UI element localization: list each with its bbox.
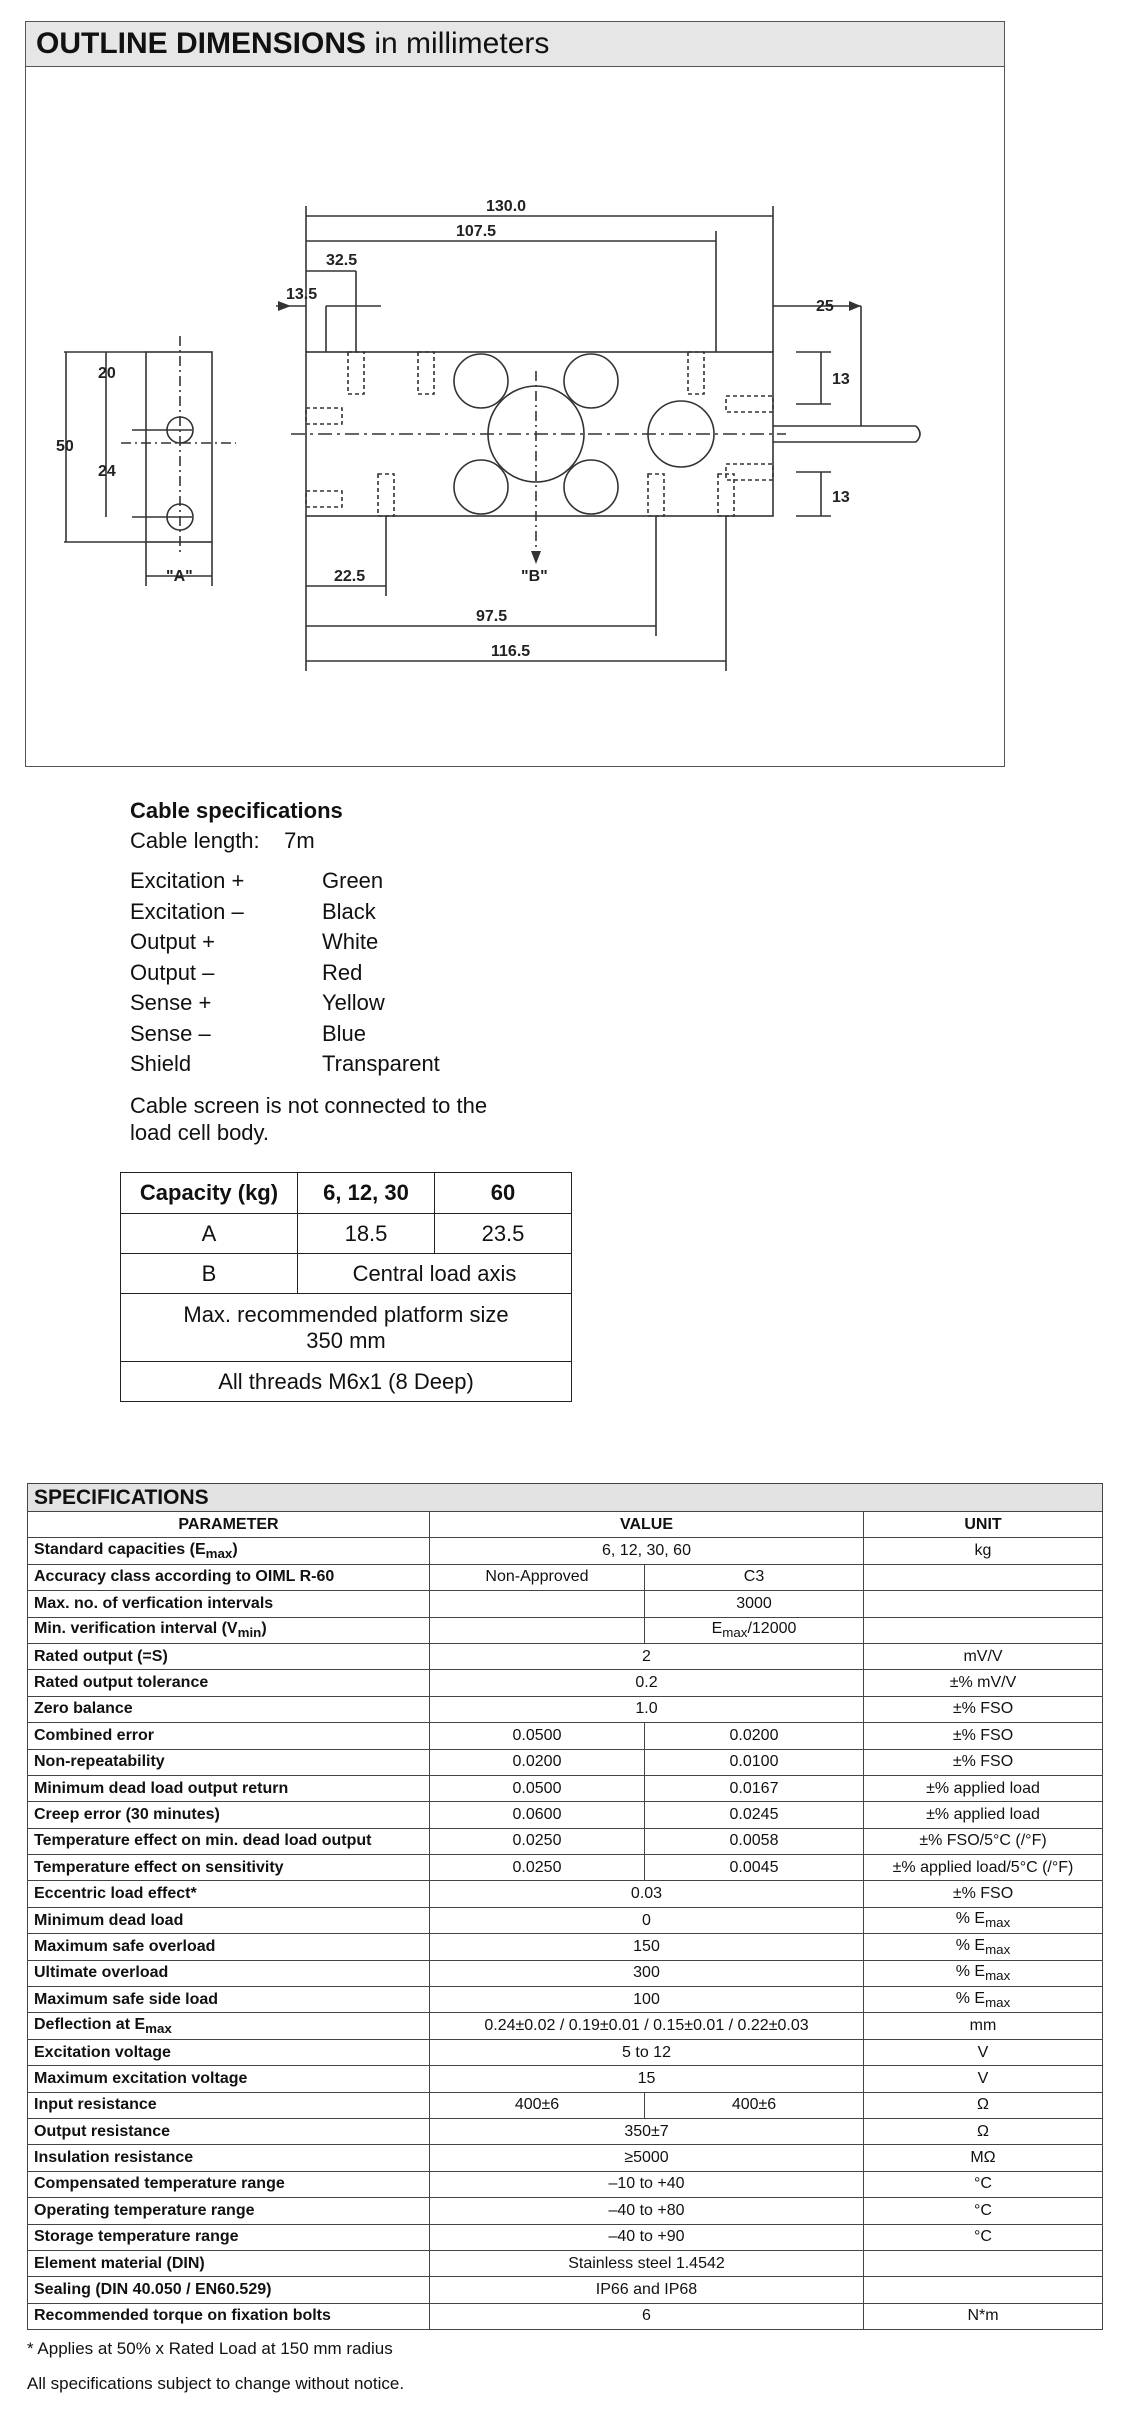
spec-parameter: Insulation resistance [28, 2145, 430, 2171]
spec-value: –40 to +80 [430, 2198, 864, 2224]
spec-parameter: Minimum dead load output return [28, 1775, 430, 1801]
spec-row [28, 1723, 1103, 1749]
table-row: Max. recommended platform size 350 mm [121, 1294, 572, 1362]
spec-unit: ±% FSO [864, 1749, 1103, 1775]
wire-row: Shield Transparent [130, 1051, 440, 1076]
spec-parameter: Temperature effect on min. dead load output [28, 1828, 430, 1854]
spec-value: 1.0 [430, 1696, 864, 1722]
spec-unit: mm [864, 2013, 1103, 2039]
spec-value-1: 400±6 [430, 2092, 645, 2118]
dim-24: 24 [98, 463, 116, 480]
spec-value: 2 [430, 1643, 864, 1669]
spec-row [28, 2224, 1103, 2250]
spec-value: 6 [430, 2303, 864, 2329]
spec-parameter: Standard capacities $(E_{max})$ [28, 1538, 430, 1564]
spec-row [28, 2039, 1103, 2065]
spec-parameter: Zero balance [28, 1696, 430, 1722]
spec-row [28, 1775, 1103, 1801]
spec-value-2: 0.0045 [645, 1855, 864, 1881]
spec-parameter: Combined error [28, 1723, 430, 1749]
footnote-disclaimer: All specifications subject to change without notice. [27, 2374, 405, 2393]
spec-parameter: Creep error (30 minutes) [28, 1802, 430, 1828]
spec-unit: % $E_{max}$ [864, 1934, 1103, 1960]
spec-parameter: Maximum safe side load [28, 1987, 430, 2013]
spec-value: ≥5000 [430, 2145, 864, 2171]
spec-row [28, 2145, 1103, 2171]
spec-unit: MΩ [864, 2145, 1103, 2171]
spec-unit: Ω [864, 2118, 1103, 2144]
spec-row [28, 2171, 1103, 2197]
dim-32-5: 32.5 [326, 252, 358, 269]
spec-value-2: 0.0058 [645, 1828, 864, 1854]
table-row: Capacity (kg) 6, 12, 30 60 [121, 1173, 572, 1214]
spec-value: 100 [430, 1987, 864, 2013]
spec-unit: ±% mV/V [864, 1670, 1103, 1696]
outline-dimensions-panel [25, 21, 1005, 767]
dim-13-top: 13 [832, 371, 850, 388]
wire-row: Output – Red [130, 959, 363, 985]
spec-parameter: Input resistance [28, 2092, 430, 2118]
spec-value-1: 0.0500 [430, 1775, 645, 1801]
spec-row [28, 2250, 1103, 2276]
spec-row [28, 2277, 1103, 2303]
spec-unit [864, 1564, 1103, 1590]
label-b: "B" [521, 568, 548, 585]
spec-value: 0 [430, 1907, 864, 1933]
spec-unit: N*m [864, 2303, 1103, 2329]
spec-parameter: Non-repeatability [28, 1749, 430, 1775]
outline-title: OUTLINE DIMENSIONS in millimeters [26, 22, 1004, 67]
spec-row [28, 2013, 1103, 2039]
spec-row [28, 2118, 1103, 2144]
spec-unit: ±% FSO [864, 1723, 1103, 1749]
spec-parameter: Recommended torque on fixation bolts [28, 2303, 430, 2329]
spec-value-1: 0.0500 [430, 1723, 645, 1749]
spec-row [28, 1987, 1103, 2013]
spec-parameter: Maximum safe overload [28, 1934, 430, 1960]
side-view-body [146, 352, 212, 542]
spec-unit: % $E_{max}$ [864, 1987, 1103, 2013]
spec-unit [864, 1591, 1103, 1617]
spec-unit: ±% FSO [864, 1881, 1103, 1907]
spec-value: 150 [430, 1934, 864, 1960]
spec-parameter: Accuracy class according to OIML R-60 [28, 1564, 430, 1590]
spec-parameter: Eccentric load effect* [28, 1881, 430, 1907]
spec-parameter: Ultimate overload [28, 1960, 430, 1986]
spec-row [28, 1617, 1103, 1643]
footnote-eccentric: * Applies at 50% x Rated Load at 150 mm radius [27, 2339, 393, 2358]
table-row: All threads M6x1 (8 Deep) [121, 1362, 572, 1402]
capacity-table [120, 1172, 572, 1402]
spec-parameter: Storage temperature range [28, 2224, 430, 2250]
spec-unit [864, 1617, 1103, 1643]
spec-value: Stainless steel 1.4542 [430, 2250, 864, 2276]
spec-value: –10 to +40 [430, 2171, 864, 2197]
wire-row: Excitation + Green [130, 868, 384, 893]
specifications-header-row: PARAMETER VALUE UNIT [28, 1512, 1103, 1538]
spec-parameter: Minimum dead load [28, 1907, 430, 1933]
spec-value-1: Non-Approved [430, 1564, 645, 1590]
spec-row [28, 1960, 1103, 1986]
wire-list [130, 866, 490, 1080]
spec-unit: Ω [864, 2092, 1103, 2118]
spec-row [28, 2303, 1103, 2329]
spec-value-1: 0.0200 [430, 1749, 645, 1775]
dim-13-bottom: 13 [832, 489, 850, 506]
spec-row [28, 1802, 1103, 1828]
wire-row: Output + White [130, 929, 379, 954]
spec-parameter: Excitation voltage [28, 2039, 430, 2065]
spec-value-2: 0.0167 [645, 1775, 864, 1801]
spec-row [28, 1934, 1103, 1960]
specifications-title-row: SPECIFICATIONS [28, 1484, 1103, 1512]
spec-value-1: 0.0250 [430, 1855, 645, 1881]
spec-unit [864, 2250, 1103, 2276]
spec-value-2: $E_{max}/12000$ [645, 1617, 864, 1643]
spec-value: 350±7 [430, 2118, 864, 2144]
spec-row [28, 1643, 1103, 1669]
spec-row [28, 1591, 1103, 1617]
spec-parameter: Max. no. of verfication intervals [28, 1591, 430, 1617]
spec-row [28, 1670, 1103, 1696]
dim-107-5: 107.5 [456, 223, 497, 240]
spec-value-1 [430, 1617, 645, 1643]
spec-value-2: C3 [645, 1564, 864, 1590]
cable-title: Cable specifications [130, 798, 343, 823]
cable-length: Cable length: 7m [130, 828, 315, 853]
spec-unit: % $E_{max}$ [864, 1907, 1103, 1933]
spec-parameter: Rated output (=S) [28, 1643, 430, 1669]
spec-parameter: Element material (DIN) [28, 2250, 430, 2276]
spec-value-2: 0.0100 [645, 1749, 864, 1775]
dim-25: 25 [816, 298, 834, 315]
wire-row: Sense – Blue [130, 1020, 367, 1046]
spec-row [28, 1749, 1103, 1775]
dim-22-5: 22.5 [334, 568, 366, 585]
spec-parameter: Operating temperature range [28, 2198, 430, 2224]
spec-value-2: 0.0245 [645, 1802, 864, 1828]
spec-row [28, 1564, 1103, 1590]
label-a: "A" [166, 568, 193, 585]
spec-unit: ±% FSO/5°C (/°F) [864, 1828, 1103, 1854]
dim-130: 130.0 [486, 198, 527, 215]
spec-row [28, 2092, 1103, 2118]
spec-value: 6, 12, 30, 60 [430, 1538, 864, 1564]
spec-unit: V [864, 2066, 1103, 2092]
spec-unit: °C [864, 2171, 1103, 2197]
cable-specifications [130, 796, 490, 1146]
spec-parameter: Temperature effect on sensitivity [28, 1855, 430, 1881]
spec-unit: ±% applied load [864, 1802, 1103, 1828]
specifications-table [27, 1483, 1103, 2330]
spec-row [28, 1538, 1103, 1564]
wire-row: Excitation – Black [130, 898, 376, 924]
outline-drawing [26, 66, 1003, 766]
spec-unit: ±% applied load [864, 1775, 1103, 1801]
spec-value-1: 0.0600 [430, 1802, 645, 1828]
spec-row [28, 1881, 1103, 1907]
spec-row [28, 1696, 1103, 1722]
spec-parameter: Sealing (DIN 40.050 / EN60.529) [28, 2277, 430, 2303]
spec-value-2: 0.0200 [645, 1723, 864, 1749]
spec-unit: °C [864, 2224, 1103, 2250]
spec-parameter: Output resistance [28, 2118, 430, 2144]
spec-value: 15 [430, 2066, 864, 2092]
spec-unit [864, 2277, 1103, 2303]
table-row: B Central load axis [121, 1254, 572, 1294]
spec-unit: °C [864, 2198, 1103, 2224]
dim-20: 20 [98, 365, 116, 382]
spec-unit: ±% FSO [864, 1696, 1103, 1722]
spec-value-1 [430, 1591, 645, 1617]
dim-97-5: 97.5 [476, 608, 508, 625]
spec-value: IP66 and IP68 [430, 2277, 864, 2303]
spec-row [28, 2198, 1103, 2224]
spec-row [28, 1855, 1103, 1881]
cable-note: Cable screen is not connected to the load cell body. [130, 1092, 488, 1145]
spec-value: 0.03 [430, 1881, 864, 1907]
spec-unit: ±% applied load/5°C (/°F) [864, 1855, 1103, 1881]
spec-parameter: Maximum excitation voltage [28, 2066, 430, 2092]
spec-unit: kg [864, 1538, 1103, 1564]
spec-parameter: Deflection at $E_{max}$ [28, 2013, 430, 2039]
spec-parameter: Rated output tolerance [28, 1670, 430, 1696]
dim-13-5: 13.5 [286, 286, 318, 303]
spec-parameter: Min. verification interval $(V_{min})$ [28, 1617, 430, 1643]
spec-value: 0.2 [430, 1670, 864, 1696]
spec-row [28, 2066, 1103, 2092]
spec-value: 0.24±0.02 / 0.19±0.01 / 0.15±0.01 / 0.22±0.03 [430, 2013, 864, 2039]
spec-unit: % $E_{max}$ [864, 1960, 1103, 1986]
spec-value-2: 3000 [645, 1591, 864, 1617]
spec-value: 300 [430, 1960, 864, 1986]
spec-parameter: Compensated temperature range [28, 2171, 430, 2197]
spec-value: 5 to 12 [430, 2039, 864, 2065]
spec-row [28, 1828, 1103, 1854]
dim-116-5: 116.5 [491, 643, 531, 660]
spec-unit: mV/V [864, 1643, 1103, 1669]
table-row: A 18.5 23.5 [121, 1214, 572, 1254]
spec-value-1: 0.0250 [430, 1828, 645, 1854]
dim-50: 50 [56, 438, 74, 455]
spec-value-2: 400±6 [645, 2092, 864, 2118]
wire-row: Sense + Yellow [130, 990, 385, 1015]
spec-value: –40 to +90 [430, 2224, 864, 2250]
spec-row [28, 1907, 1103, 1933]
spec-unit: V [864, 2039, 1103, 2065]
